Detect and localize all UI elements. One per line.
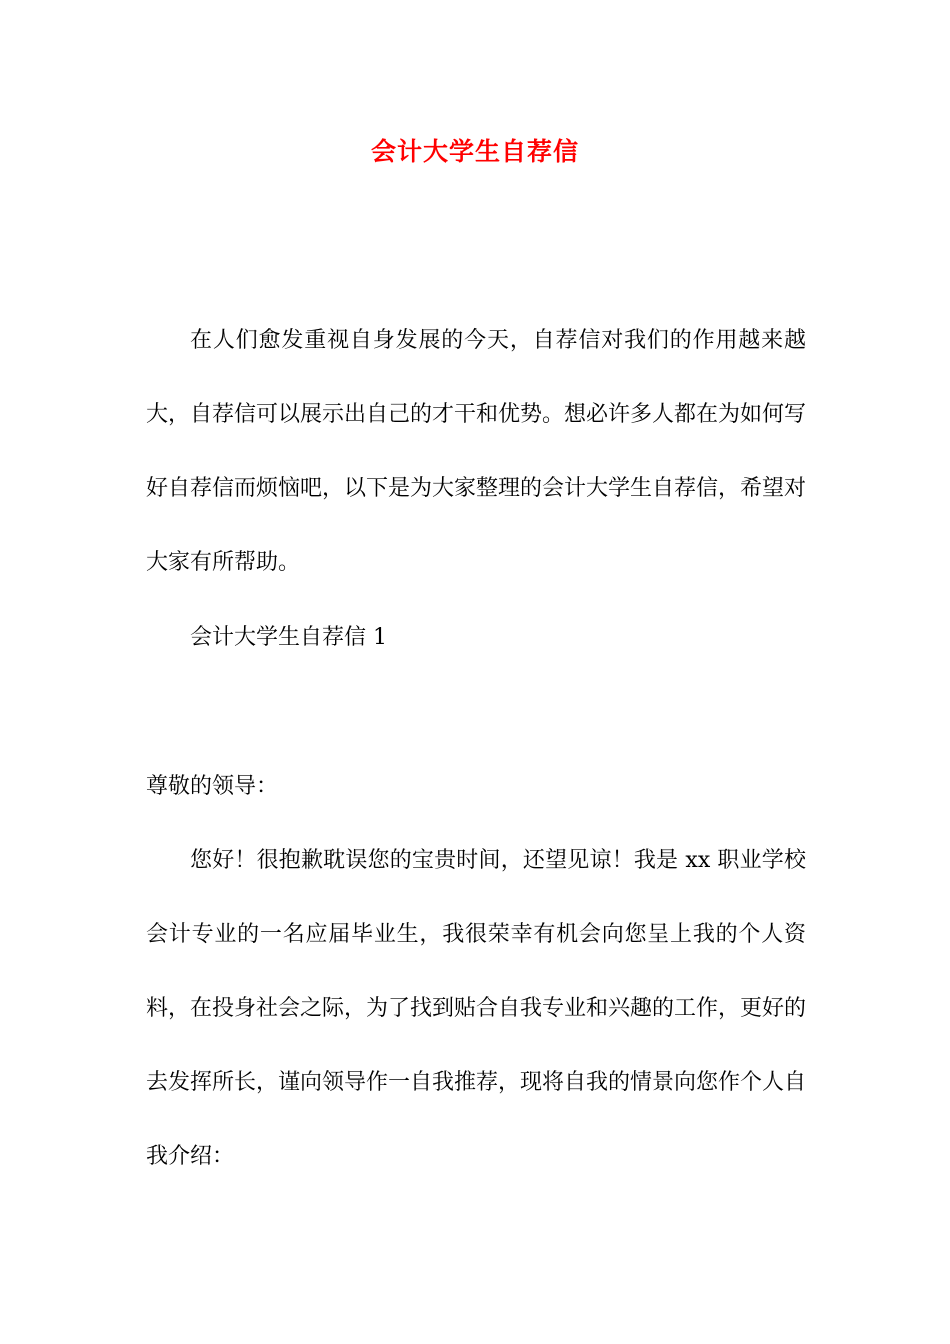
document-title: 会计大学生自荐信: [370, 137, 579, 166]
salutation: 尊敬的领导：: [146, 774, 279, 799]
body-paragraph: 您好！很抱歉耽误您的宝贵时间，还望见谅！我是 xx 职业学校会计专业的一名应届毕业生，我很荣幸有机会向您呈上我的个人资料，在投身社会之际，为了找到贴合自我专业和兴趣的工作，更好的去发挥所长，谨向领导作一自我推荐，现将自我的情景向您作个人自我介绍：: [146, 848, 807, 1169]
intro-paragraph: 在人们愈发重视自身发展的今天，自荐信对我们的作用越来越大，自荐信可以展示出自己的才干和优势。想必许多人都在为如何写好自荐信而烦恼吧，以下是为大家整理的会计大学生自荐信，希望对大家有所帮助。: [146, 328, 807, 575]
section-heading: 会计大学生自荐信 1: [190, 625, 387, 650]
